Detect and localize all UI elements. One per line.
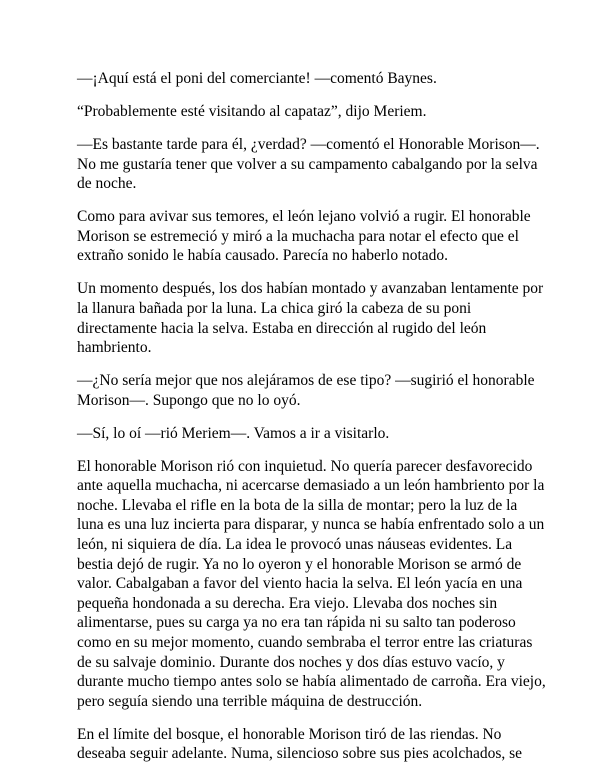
paragraph-5: Un momento después, los dos habían montado y avanzaban lentamente por la llanura bañada por la luna. La chica giró la cabeza de su poni directamente hacia la selva. Estaba en dirección al rugido del león hambriento. xyxy=(77,280,544,357)
paragraph-6: —¿No sería mejor que nos alejáramos de ese tipo? —sugirió el honorable Morison—. Supongo que no lo oyó. xyxy=(77,372,535,409)
paragraph-2: “Probablemente esté visitando al capataz”, dijo Meriem. xyxy=(77,102,427,120)
document-page xyxy=(77,69,547,777)
paragraph-4: Como para avivar sus temores, el león lejano volvió a rugir. El honorable Morison se estremeció y miró a la muchacha para notar el efecto que el extraño sonido le había causado. Parecía no haberlo notado. xyxy=(77,208,531,265)
paragraph-1: —¡Aquí está el poni del comerciante! —comentó Baynes. xyxy=(77,70,437,87)
paragraph-7: —Sí, lo oí —rió Meriem—. Vamos a ir a visitarlo. xyxy=(77,424,390,442)
paragraph-9: En el límite del bosque, el honorable Morison tiró de las riendas. No deseaba seguir adelante. Numa, silencioso sobre sus pies acolchados, se xyxy=(77,725,523,763)
paragraph-8: El honorable Morison rió con inquietud. No quería parecer desfavorecido ante aquella muchacha, ni acercarse demasiado a un león hambriento por la noche. Llevaba el rifle en la bota de la silla de montar; pero la luz de la luna es una luz incierta para disparar, y nunca se había enfrentado solo a un león, ni siquiera de día. La idea le provocó unas náuseas evidentes. La bestia dejó de rugir. Ya no lo oyeron y el honorable Morison se armó de valor. Cabalgaban a favor del viento hacia la selva. El león yacía en una pequeña hondonada a su derecha. Era viejo. Llevaba dos noches sin alimentarse, pues su carga ya no era tan rápida ni su salto tan poderoso como en su mejor momento, cuando sembraba el terror entre las criaturas de su salvaje dominio. Durante dos noches y dos días estuvo vacío, y durante mucho tiempo antes solo se había alimentado de carroña. Era viejo, pero seguía siendo una terrible máquina de destrucción. xyxy=(77,457,546,710)
paragraph-3: —Es bastante tarde para él, ¿verdad? —comentó el Honorable Morison—. No me gustaría tener que volver a su campamento cabalgando por la selva de noche. xyxy=(77,135,540,193)
